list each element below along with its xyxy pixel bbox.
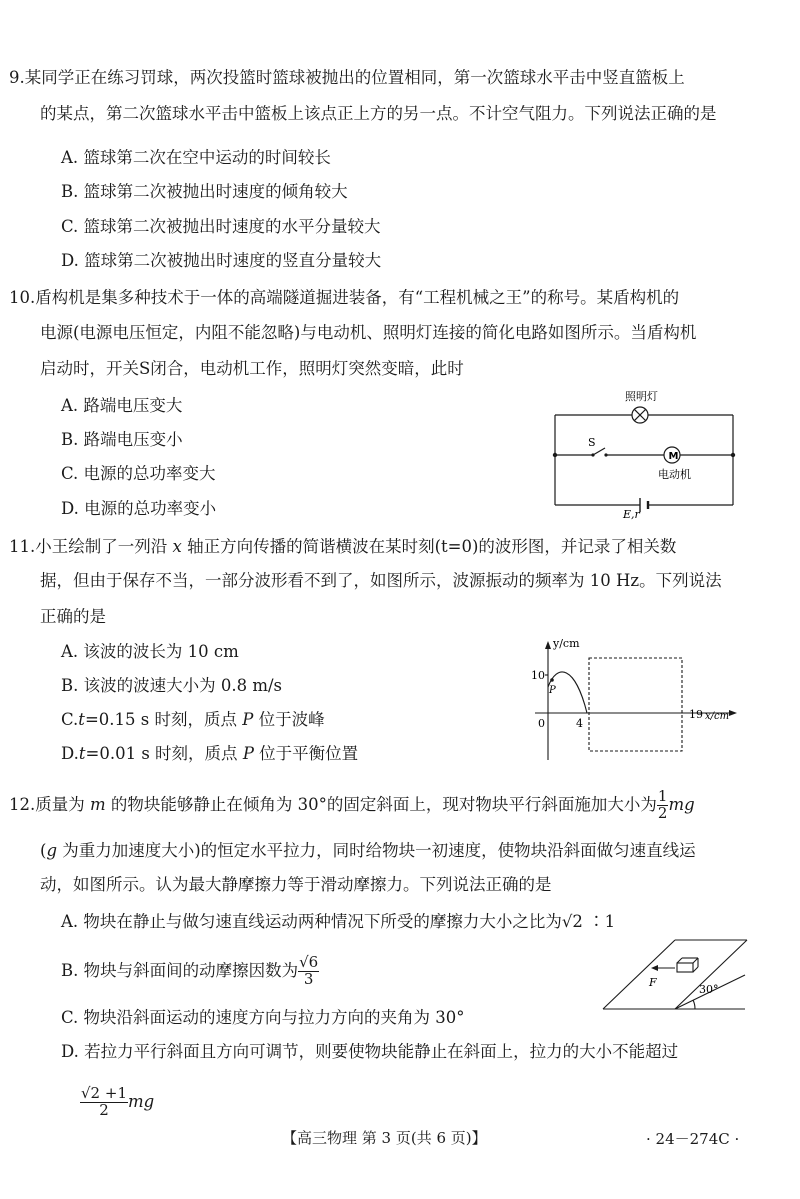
switch-pivot bbox=[591, 453, 594, 456]
q11-stem-line2: 据，但由于保存不当，一部分波形看不到了，如图所示，波源振动的频率为 10 Hz。下列说法 bbox=[40, 571, 722, 590]
q12-number: 12. bbox=[9, 794, 36, 814]
q9-stem-line2: 的某点，第二次篮球水平击中篮板上该点正上方的另一点。不计空气阻力。下列说法正确的是 bbox=[40, 104, 717, 123]
force-arrow-icon bbox=[651, 965, 658, 971]
q9-number: 9. bbox=[9, 68, 25, 87]
q9-option-b: B. 篮球第二次被抛出时速度的倾角较大 bbox=[61, 182, 348, 201]
y-tick-label: 10 bbox=[531, 669, 545, 682]
q9-stem-line1: 9.某同学正在练习罚球，两次投篮时篮球被抛出的位置相同，第一次篮球水平击中竖直篮板上 bbox=[9, 68, 685, 87]
origin-label: 0 bbox=[538, 717, 545, 730]
q10-option-b: B. 路端电压变小 bbox=[61, 430, 183, 449]
q10-stem-line3: 启动时，开关S闭合，电动机工作，照明灯突然变暗，此时 bbox=[40, 359, 464, 378]
q11-stem-line3: 正确的是 bbox=[40, 607, 106, 626]
q10-option-a: A. 路端电压变大 bbox=[61, 396, 183, 415]
q11-stem-line1: 11.小王绘制了一列沿 x 轴正方向传播的简谐横波在某时刻(t=0)的波形图，并记录了相关数 bbox=[9, 537, 677, 556]
q9-option-d: D. 篮球第二次被抛出时速度的竖直分量较大 bbox=[61, 251, 382, 270]
y-axis-arrow-icon bbox=[545, 641, 551, 649]
q12-option-d-fraction: $\frac{√2 +1}{2}$ bbox=[81, 1084, 127, 1119]
angle-arc bbox=[693, 1000, 695, 1009]
y-axis-label: y/cm bbox=[553, 637, 580, 650]
q12-option-d: D. 若拉力平行斜面且方向可调节，则要使物块能静止在斜面上，拉力的大小不能超过 bbox=[61, 1042, 679, 1061]
q12-option-c: C. 物块沿斜面运动的速度方向与拉力方向的夹角为 30° bbox=[61, 1008, 465, 1027]
source-label: E,r bbox=[623, 508, 640, 521]
lamp-icon bbox=[632, 407, 648, 423]
page-footer-code: · 24－274C · bbox=[646, 1130, 740, 1148]
incline-right-edge bbox=[675, 940, 747, 1009]
q12-stem-line3: 动，如图所示。认为最大静摩擦力等于滑动摩擦力。下列说法正确的是 bbox=[40, 875, 552, 894]
q12-stem-line2: (g 为重力加速度大小)的恒定水平拉力，同时给物块一初速度，使物块沿斜面做匀速直线运 bbox=[40, 841, 696, 860]
q10-option-c: C. 电源的总功率变大 bbox=[61, 464, 216, 483]
q11-option-b: B. 该波的波速大小为 0.8 m/s bbox=[61, 676, 283, 695]
junction-left bbox=[553, 453, 557, 457]
q12-option-b-fraction: $\frac{√6}{3}$ bbox=[299, 953, 319, 988]
point-p bbox=[550, 678, 554, 682]
x-axis-label: x/cm bbox=[705, 711, 730, 722]
block-icon bbox=[677, 958, 698, 972]
motor-label: 电动机 bbox=[658, 468, 691, 481]
q10-number: 10. bbox=[9, 288, 36, 307]
q10-option-d: D. 电源的总功率变小 bbox=[61, 499, 217, 518]
q12-stem-fraction: $\frac{1}{2}$ bbox=[657, 787, 668, 822]
q11-wave-figure bbox=[505, 635, 745, 765]
q11-option-d: D.t=0.01 s 时刻，质点 P 位于平衡位置 bbox=[61, 744, 359, 763]
switch-contact bbox=[604, 453, 607, 456]
page-footer-center: 【高三物理 第 3 页(共 6 页)】 bbox=[282, 1129, 487, 1147]
q12-option-a: A. 物块在静止与做匀速直线运动两种情况下所受的摩擦力大小之比为√2 ∶1 bbox=[61, 912, 616, 931]
missing-region-box bbox=[589, 658, 682, 751]
q11-option-c: C.t=0.15 s 时刻，质点 P 位于波峰 bbox=[61, 710, 325, 729]
junction-right bbox=[731, 453, 735, 457]
q12-incline-figure bbox=[595, 935, 755, 1015]
x-tick-label-4: 4 bbox=[576, 717, 583, 730]
switch-label: S bbox=[588, 436, 596, 449]
motor-symbol: M bbox=[668, 451, 679, 462]
q10-stem-line2: 电源(电源电压恒定，内阻不能忽略)与电动机、照明灯连接的简化电路如图所示。当盾构机 bbox=[40, 323, 697, 342]
q10-stem-line1: 10.盾构机是集多种技术于一体的高端隧道掘进装备，有“工程机械之王”的称号。某盾构机的 bbox=[9, 288, 680, 307]
angle-label: 30° bbox=[699, 983, 719, 996]
switch-s-icon bbox=[593, 448, 605, 455]
q10-circuit-figure bbox=[545, 385, 745, 525]
q12-stem-line1: 12.质量为 m 的物块能够静止在倾角为 30°的固定斜面上，现对物块平行斜面施加大小为 $\frac{1}{2}$ mg bbox=[9, 787, 695, 822]
q11-number: 11. bbox=[9, 537, 36, 556]
x-axis-arrow-icon bbox=[729, 710, 737, 716]
q9-option-a: A. 篮球第二次在空中运动的时间较长 bbox=[61, 148, 331, 167]
incline-left-edge bbox=[603, 940, 675, 1009]
lamp-label: 照明灯 bbox=[625, 390, 658, 403]
q9-option-c: C. 篮球第二次被抛出时速度的水平分量较大 bbox=[61, 217, 381, 236]
q11-option-a: A. 该波的波长为 10 cm bbox=[61, 642, 239, 661]
point-p-label: P bbox=[549, 685, 556, 696]
q12-option-d-answer: $\frac{√2 +1}{2}$ mg bbox=[81, 1084, 155, 1119]
force-label: F bbox=[649, 976, 657, 989]
q12-option-b: B. 物块与斜面间的动摩擦因数为 $\frac{√6}{3}$ bbox=[61, 953, 319, 988]
x-tick-label-19: 19 bbox=[689, 708, 703, 721]
